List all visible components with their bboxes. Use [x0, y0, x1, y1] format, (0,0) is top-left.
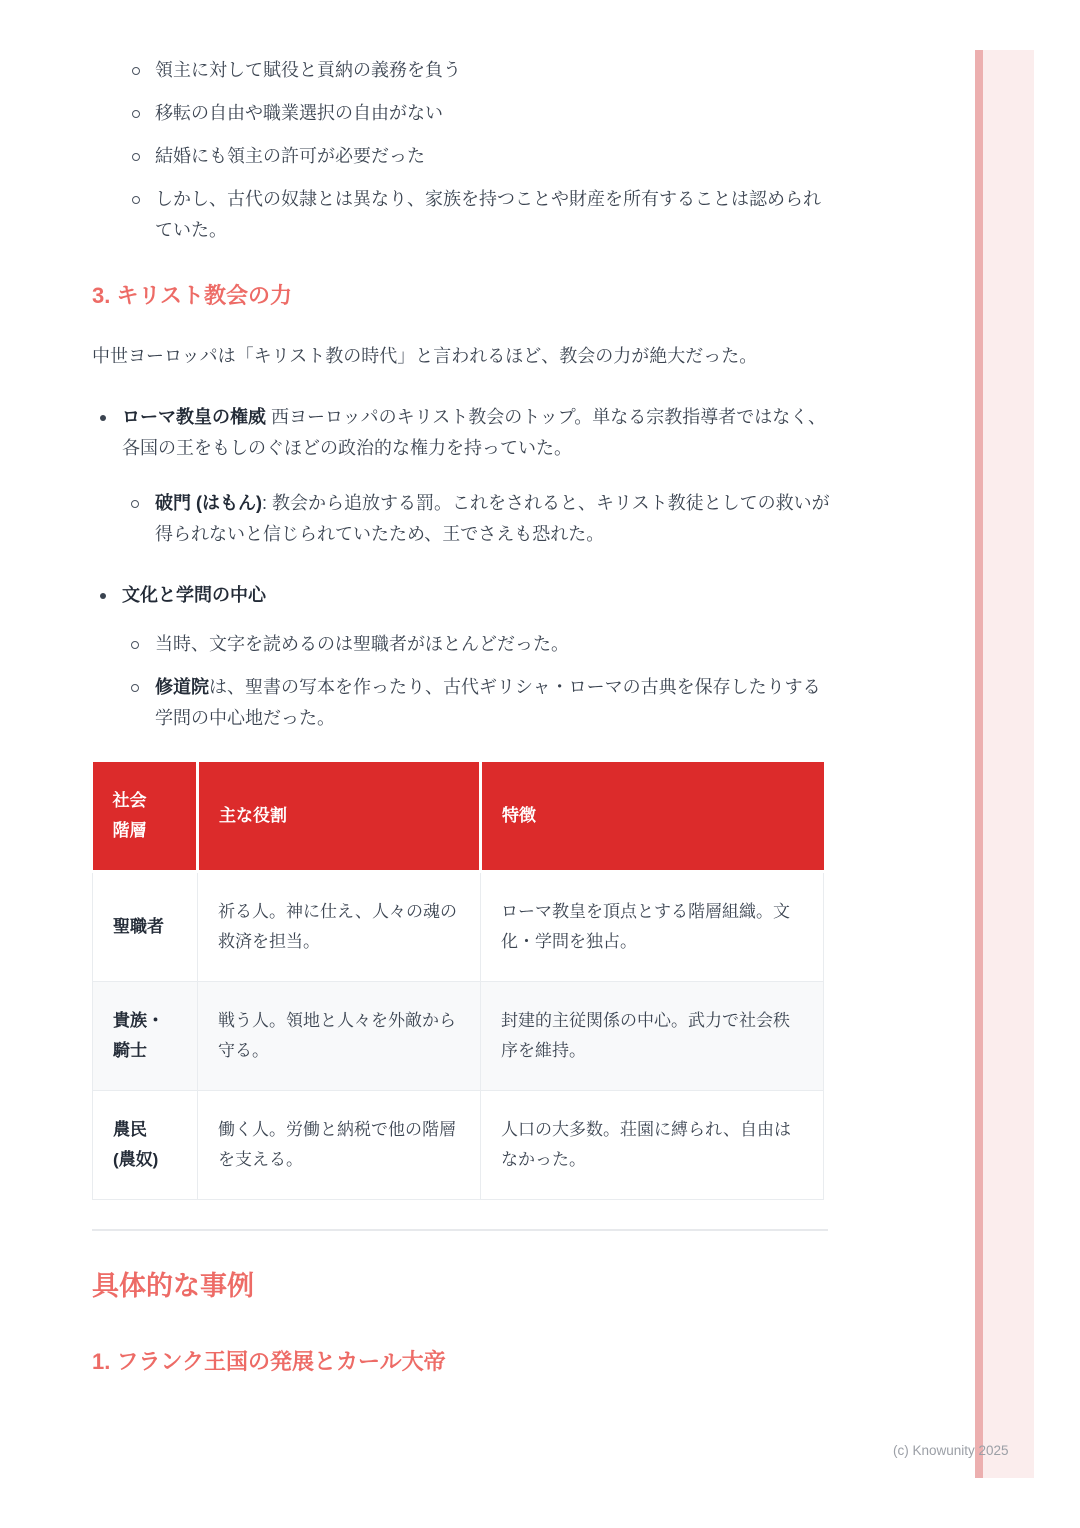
list-item-text: しかし、古代の奴隷とは異なり、家族を持つことや財産を所有することは認められていた。	[155, 189, 821, 240]
list-item	[92, 141, 832, 172]
table-row-clergy	[93, 872, 824, 982]
pope-sub-list	[122, 488, 832, 550]
circle-bullet-icon	[132, 196, 140, 204]
term-bold: 破門 (はもん)	[155, 493, 262, 513]
list-item-text	[122, 585, 266, 605]
disc-bullet-icon	[100, 415, 106, 421]
term-bold: 文化と学問の中心	[122, 585, 266, 605]
list-item-culture-center	[92, 580, 832, 734]
list-item-excommunication	[122, 488, 832, 550]
table-row-peasants	[93, 1091, 824, 1200]
role-cell: 祈る人。神に仕え、人々の魂の救済を担当。	[198, 872, 481, 982]
row-header-cell: 貴族・騎士	[93, 982, 198, 1091]
document-content	[92, 55, 832, 1377]
list-item-text	[155, 677, 821, 728]
section-divider	[92, 1229, 828, 1231]
section-intro-paragraph: 中世ヨーロッパは「キリスト教の時代」と言われるほど、教会の力が絶大だった。	[92, 346, 758, 366]
page-edge-accent-line	[975, 50, 983, 1478]
role-cell: 働く人。労働と納税で他の階層を支える。	[198, 1091, 481, 1200]
disc-bullet-icon	[100, 593, 106, 599]
column-header-features: 特徴	[481, 762, 824, 872]
list-item-text: 当時、文字を読めるのは聖職者がほとんどだった。	[155, 634, 569, 654]
row-header-cell: 聖職者	[93, 872, 198, 982]
circle-bullet-icon	[132, 67, 140, 75]
subsection-heading-frank-kingdom: 1. フランク王国の発展とカール大帝	[92, 1349, 446, 1374]
term-description: は、聖書の写本を作ったり、古代ギリシャ・ローマの古典を保存したりする学問の中心地だった。	[155, 677, 821, 728]
column-header-social-class: 社会階層	[93, 762, 198, 872]
row-header-cell: 農民 (農奴)	[93, 1091, 198, 1200]
circle-bullet-icon	[131, 684, 139, 692]
list-item	[92, 55, 832, 86]
section-heading-examples: 具体的な事例	[92, 1271, 254, 1301]
church-points-list	[92, 402, 832, 734]
list-item-monastery	[122, 672, 832, 734]
list-item-pope-authority	[92, 402, 832, 550]
term-bold: 修道院	[155, 677, 209, 697]
circle-bullet-icon	[131, 641, 139, 649]
circle-bullet-icon	[132, 110, 140, 118]
page-edge-accent-panel	[983, 50, 1034, 1478]
watermark: (c) Knowunity 2025	[893, 1443, 1009, 1458]
list-item-text: 移転の自由や職業選択の自由がない	[155, 103, 443, 123]
table-header-row	[93, 762, 824, 872]
list-item-text: 結婚にも領主の許可が必要だった	[155, 146, 425, 166]
term-description: : 教会から追放する罰。これをされると、キリスト教徒としての救いが得られないと信じられていたため、王でさえも恐れた。	[155, 493, 830, 544]
culture-sub-list	[122, 629, 832, 734]
list-item-text: 領主に対して賦役と貢納の義務を負う	[155, 60, 461, 80]
circle-bullet-icon	[131, 500, 139, 508]
feature-cell: 人口の大多数。荘園に縛られ、自由はなかった。	[481, 1091, 824, 1200]
feature-cell: 封建的主従関係の中心。武力で社会秩序を維持。	[481, 982, 824, 1091]
term-bold: ローマ教皇の権威	[122, 407, 266, 427]
feature-cell: ローマ教皇を頂点とする階層組織。文化・学問を独占。	[481, 872, 824, 982]
social-hierarchy-table	[92, 762, 824, 1200]
serf-duties-list	[92, 55, 832, 246]
list-item-text	[122, 407, 826, 458]
list-item	[92, 184, 832, 246]
term-description: 西ヨーロッパのキリスト教会のトップ。単なる宗教指導者ではなく、各国の王をもしのぐほどの政治的な権力を持っていた。	[122, 407, 826, 458]
table-row-nobles-knights	[93, 982, 824, 1091]
section-heading-church: 3. キリスト教会の力	[92, 283, 293, 308]
role-cell: 戦う人。領地と人々を外敵から守る。	[198, 982, 481, 1091]
list-item-literacy	[122, 629, 832, 660]
column-header-main-role: 主な役割	[198, 762, 481, 872]
list-item	[92, 98, 832, 129]
circle-bullet-icon	[132, 153, 140, 161]
list-item-text	[155, 493, 830, 544]
